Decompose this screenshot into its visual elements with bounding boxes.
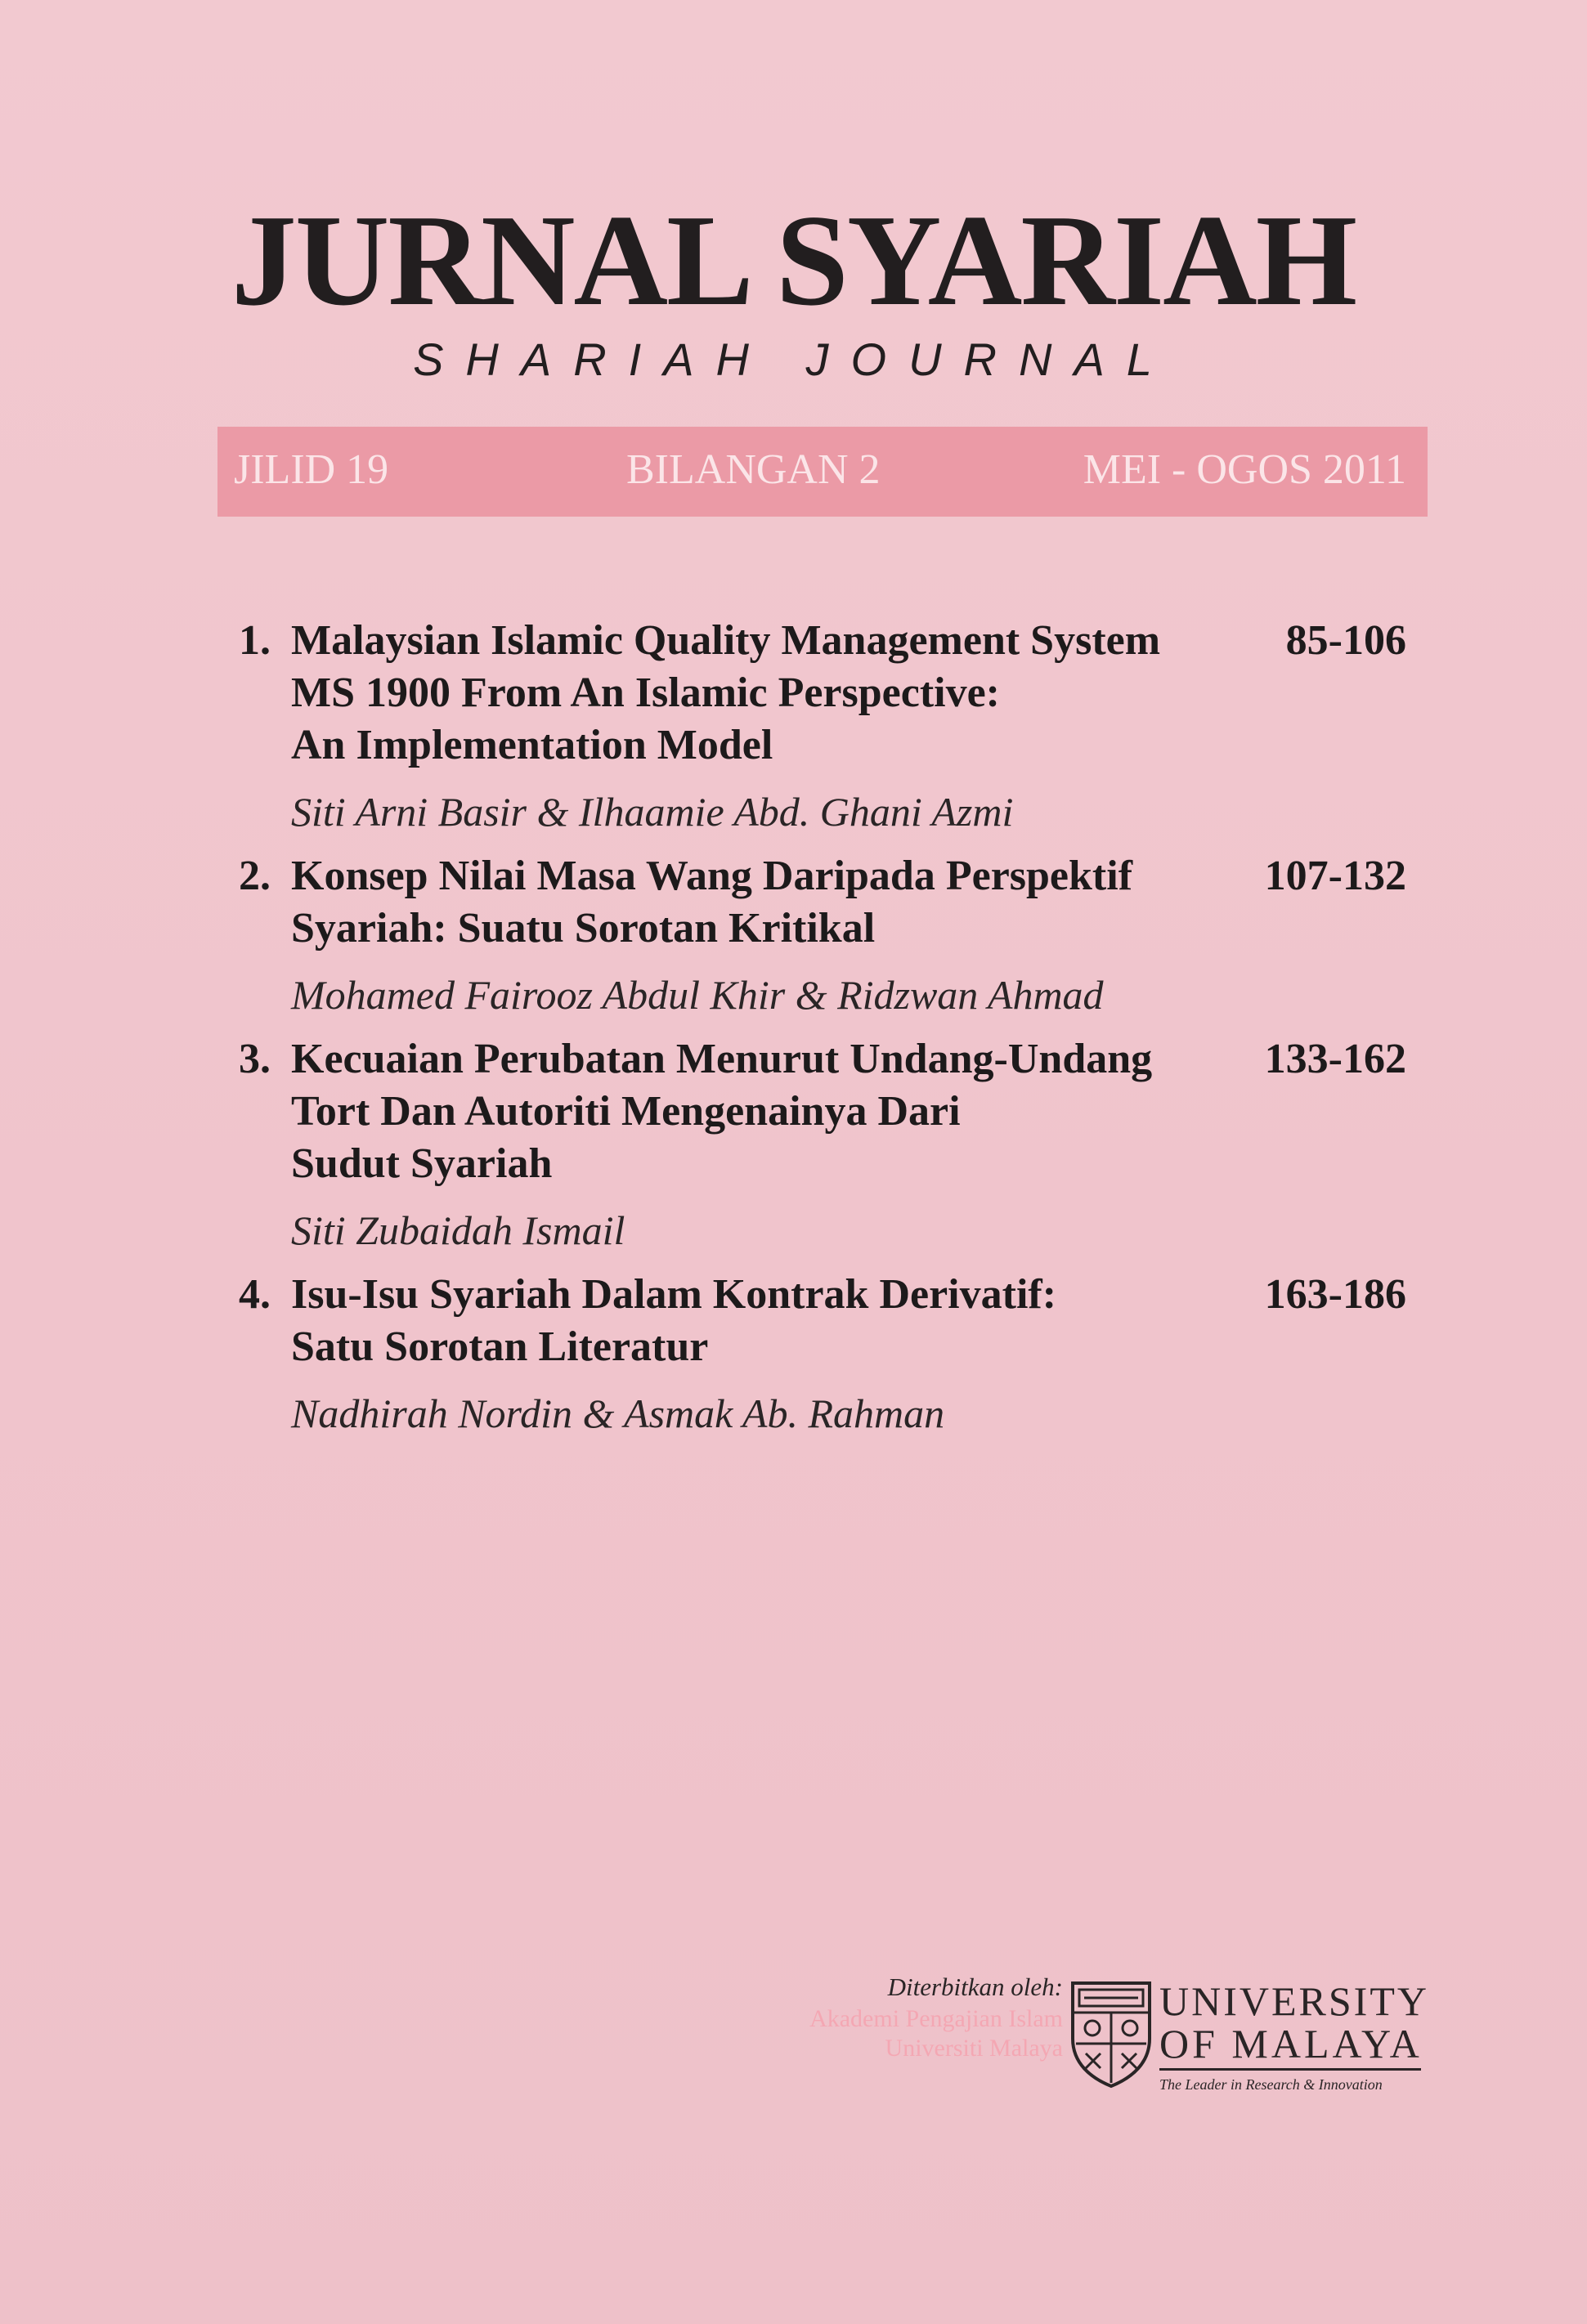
- issue-band: [217, 427, 1428, 517]
- entry-pages: 133-162: [1264, 1036, 1406, 1082]
- entry-number: 2.: [239, 853, 271, 899]
- publisher-name-line: Universiti Malaya: [885, 2035, 1063, 2062]
- entry-title-line: Konsep Nilai Masa Wang Daripada Perspektif: [291, 853, 1133, 899]
- entry-authors: Siti Arni Basir & Ilhaamie Abd. Ghani Azmi: [291, 789, 1014, 835]
- entry-number: 1.: [239, 617, 271, 664]
- toc-entry-1: [229, 615, 1406, 837]
- university-tagline: The Leader in Research & Innovation: [1159, 2076, 1383, 2093]
- toc-entry-2: [229, 850, 1406, 1020]
- university-name-line: UNIVERSITY: [1159, 1978, 1429, 2024]
- entry-authors: Siti Zubaidah Ismail: [291, 1207, 625, 1253]
- toc-entry-3: [229, 1033, 1406, 1256]
- entry-title-line: MS 1900 From An Islamic Perspective:: [291, 669, 1000, 716]
- entry-title-line: Syariah: Suatu Sorotan Kritikal: [291, 905, 876, 952]
- entry-title: [291, 1033, 1182, 1190]
- issue-date: MEI - OGOS 2011: [1083, 446, 1406, 493]
- entry-authors: Mohamed Fairooz Abdul Khir & Ridzwan Ahmad: [291, 972, 1104, 1018]
- entry-title: [291, 1269, 1182, 1373]
- journal-subtitle: SHARIAH JOURNAL: [413, 334, 1174, 385]
- entry-pages: 85-106: [1285, 617, 1406, 664]
- university-crest-icon: [1068, 1978, 1154, 2089]
- entry-title-line: Satu Sorotan Literatur: [291, 1323, 709, 1370]
- university-wordmark: [1159, 1978, 1429, 2093]
- entry-pages: 163-186: [1264, 1271, 1406, 1318]
- entry-title-line: Kecuaian Perubatan Menurut Undang-Undang: [291, 1036, 1153, 1082]
- university-name-line: OF MALAYA: [1159, 2022, 1421, 2071]
- entry-title: [291, 615, 1182, 772]
- entry-number: 4.: [239, 1271, 271, 1318]
- entry-title-line: Sudut Syariah: [291, 1140, 553, 1187]
- entry-title-line: Tort Dan Autoriti Mengenainya Dari: [291, 1088, 961, 1135]
- publisher-name-line: Akademi Pengajian Islam: [809, 2005, 1063, 2032]
- entry-authors: Nadhirah Nordin & Asmak Ab. Rahman: [291, 1390, 945, 1436]
- entry-pages: 107-132: [1264, 853, 1406, 899]
- entry-title: [291, 850, 1182, 955]
- entry-title-line: An Implementation Model: [291, 722, 773, 768]
- entry-title-line: Isu-Isu Syariah Dalam Kontrak Derivatif:: [291, 1271, 1057, 1318]
- journal-title: JURNAL SYARIAH: [231, 187, 1356, 333]
- entry-number: 3.: [239, 1036, 271, 1082]
- toc-entry-4: [229, 1269, 1406, 1439]
- publisher-label: Diterbitkan oleh:: [887, 1972, 1063, 2001]
- table-of-contents: [229, 615, 1406, 1452]
- issue-number: BILANGAN 2: [626, 446, 881, 493]
- entry-title-line: Malaysian Islamic Quality Management System: [291, 617, 1161, 664]
- issue-volume: JILID 19: [234, 446, 389, 493]
- publisher-block: [736, 1970, 1063, 2063]
